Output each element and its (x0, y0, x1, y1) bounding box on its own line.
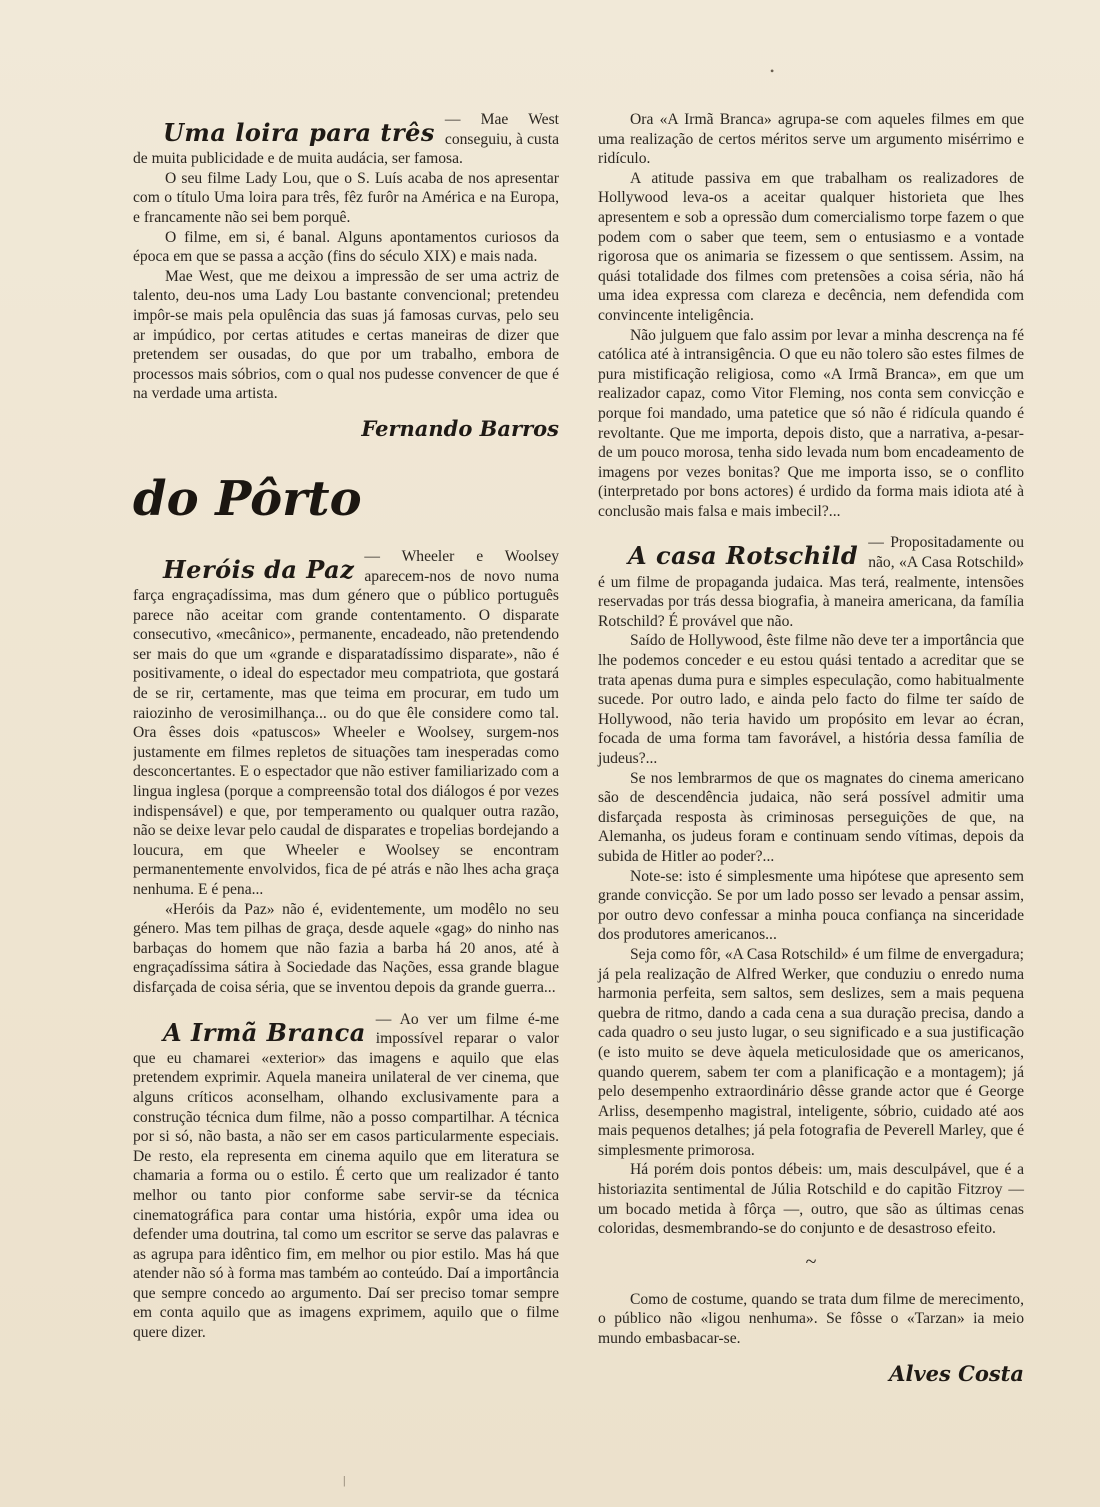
author-signature-alves-costa: Alves Costa (889, 1360, 1024, 1386)
paragraph: O seu filme Lady Lou, que o S. Luís acaba de nos apresentar com o título Uma loira para três, fêz furôr na América e na Europa, e francamente não sei bem porquê. (133, 169, 559, 226)
page-mark-bottom: | (343, 1473, 346, 1487)
paragraph: Note-se: isto é simplesmente uma hipótese que apresento sem grande convicção. Se por um lado posso ser levado a pensar assim, por outro devo confessar a minha pouca confiança na sinceridade dos produtores americanos... (598, 867, 1024, 944)
paragraph: Saído de Hollywood, êste filme não deve ter a importância que lhe podemos conceder e eu estou quási tentado a acreditar que se trata apenas duma pura e simples especulação, como habitualmente sucede. Por outro lado, e ainda pelo facto do filme ter saído de Hollywood, não teria havido um propósito em levar ao écran, focada de uma forma tam favorável, a história dessa família de judeus?... (598, 632, 1024, 767)
left-column (133, 110, 559, 1343)
paragraph: — Propositadamente ou não, «A Casa Rotschild» é um filme de propaganda judaica. Mas terá, realmente, intensões reservadas por trás dessa biografia, à maneira americana, da família Rotschild? É provável que não. (598, 534, 1024, 630)
paragraph: «Heróis da Paz» não é, evidentemente, um modêlo no seu género. Mas tem pilhas de graça, desde aquele «gag» do ninho nas barbaças do homem que não fazia a barba há 20 anos, até à engraçadíssima sátira à Sociedade das Nações, essa grande blague disfarçada de coisa séria, que se inventou depois da grande guerra... (133, 900, 559, 996)
author-signature-fernando-barros: Fernando Barros (361, 415, 559, 441)
paragraph: Mae West, que me deixou a impressão de ser uma actriz de talento, deu-nos uma Lady Lou bastante convencional; pretendeu impôr-se mais pela opulência das suas já famosas curvas, pelo seu ar impúdico, por certas atitudes e certas maneiras de dizer que pretendem ser ousadas, do que por um trabalho, embora de processos mais sóbrios, com o qual nos pudesse convencer de que é na verdade uma artista. (133, 267, 559, 403)
section-title-herois-da-paz: Heróis da Paz (163, 554, 355, 584)
paragraph: Há porém dois pontos débeis: um, mais desculpável, que é a historiazita sentimental de Júlia Rotschild e do capitão Fitzroy — um bocado metida à fôrça —, outro, que são as últimas cenas coloridas, desmembrando-se do conjunto e de desastroso efeito. (598, 1161, 1024, 1238)
section-title-a-irma-branca: A Irmã Branca (163, 1017, 366, 1047)
paragraph: Ora «A Irmã Branca» agrupa-se com aqueles filmes em que uma realização de certos méritos serve um argumento misérrimo e ridículo. (598, 111, 1024, 168)
review-herois-da-paz (133, 547, 559, 900)
right-column (598, 110, 1024, 1386)
review-a-casa-rotschild (598, 533, 1024, 631)
paragraph: O filme, em si, é banal. Alguns apontamentos curiosos da época em que se passa a acção (fins do século XIX) e mais nada. (133, 228, 559, 266)
paragraph: A atitude passiva em que trabalham os realizadores de Hollywood leva-os a aceitar qualquer historieta que lhes apresentem e sob a opressão dum comercialismo torpe fazem o que podem com o saber que teem, sem o entusiasmo e a vontade rigorosa que os animaria se fizessem o que sentissem. Assim, na quási totalidade dos filmes com pretensões a coisa séria, não há uma idea expressa com clareza e decência, nem defendida com convincente inteligência. (598, 169, 1024, 324)
page-heading-do-porto: do Pôrto (133, 470, 362, 527)
section-title-a-casa-rotschild: A casa Rotschild (628, 541, 859, 571)
paragraph: Como de costume, quando se trata dum filme de merecimento, o público não «ligou nenhuma». Se fôsse o «Tarzan» ia meio mundo embasbacar-se. (598, 1290, 1024, 1348)
section-title-uma-loira: Uma loira para três (163, 118, 435, 147)
paragraph: — Wheeler e Woolsey aparecem-nos de novo numa farça engraçadíssima, mas dum género que o público português parece não aceitar com grande contentamento. O disparate consecutivo, «mecânico», permanente, encadeado, não pretendendo ser mais do que um «grande e disparatadíssimo disparate», não é positivamente, o ideal do espectador meu compatriota, que gostará de se rir, certamente, mas que teima em procurar, em tudo um raiozinho de verosimilhança... ou do que êle considere como tal. Ora êsses dois «patuscos» Wheeler e Woolsey, surgem-nos justamente em filmes repletos de situações tam inesperadas como desconcertantes. E o espectador que não estiver familiarizado com a lingua inglesa (porque a compreensão total dos diálogos é por vezes indispensável) e que, por temperamento ou qualquer outra razão, não se deixe levar pelo caudal de disparates e tropelias bordejando a loucura, em que Wheeler e Woolsey se encontram permanentemente envolvidos, fica de pé atrás e não lhes acha graça nenhuma. E é pena... (133, 547, 559, 898)
flourish-ornament: ~ (805, 1250, 817, 1273)
paragraph: Seja como fôr, «A Casa Rotschild» é um filme de envergadura; já pela realização de Alfred Werker, que conduziu o enredo numa harmonia perfeita, sem saltos, sem deslizes, sem a mais pequena quebra de ritmo, dando a cada cena a sua duração precisa, dando a cada quadro o seu justo lugar, o seu significado e a sua justificação (e isto muito se deve àquela meticulosidade que os americanos, quando querem, sabem ter com a planificação e a montagem); já pelo desempenho extraordinário dêsse grande actor que é George Arliss, desempenho magistral, inteligente, sóbrio, cuidado até aos mais pequenos detalhes; já pela fotografia de Peverell Marley, que é simplesmente primorosa. (598, 945, 1024, 1159)
paragraph: — Mae West conseguiu, à custa de muita publicidade e de muita audácia, ser famosa. (133, 111, 559, 168)
paragraph: Não julguem que falo assim por levar a minha descrença na fé católica até à intransigência. O que eu não tolero são estes filmes de pura mistificação religiosa, como «A Irmã Branca», em que um realizador capaz, como Vitor Fleming, nos conta sem convicção e porque foi mandado, uma patetice que só não é ridícula quando é revoltante. Que me importa, depois disto, que a narrativa, a-pesar-de um pouco morosa, tenha sido levada num bom encadeamento de imagens por vezes bonitas? Que me importa isso, se o conflito (interpretado por bons actores) é urdido da forma mais idiota até à conclusão mais falsa e mais imbecil?... (598, 326, 1024, 520)
review-a-irma-branca (133, 1010, 559, 1343)
page-mark-top: • (770, 64, 775, 78)
paragraph: Se nos lembrarmos de que os magnates do cinema americano são de descendência judaica, não será possível admitir uma disfarçada resposta às criminosas perseguições de que, na Alemanha, os judeus foram e continuam sendo vítimas, depois da subida de Hitler ao poder?... (598, 769, 1024, 865)
paragraph: — Ao ver um filme é-me impossível reparar o valor que eu chamarei «exterior» das imagens e aquilo que elas pretendem exprimir. Aquela maneira unilateral de ver cinema, que alguns críticos aconselham, olhando exclusivamente para a construção técnica dum filme, não a posso compartilhar. A técnica por si só, não basta, a não ser em casos particularmente especiais. De resto, ela representa em cinema aquilo que em literatura se chamaria a forma ou o estilo. É certo que um realizador é tanto melhor ou tanto pior conforme sabe servir-se da técnica cinematográfica para contar uma história, expôr uma idea ou defender uma doutrina, tal como um escritor se serve das palavras e as agrupa para idêntico fim, em melhor ou pior estilo. Mas há que atender não só à forma mas também ao conteúdo. Daí a importância que sempre concedo ao argumento. Daí ser preciso tomar sempre em conta aquilo que as imagens exprimem, aquilo que o filme quere dizer. (133, 1010, 559, 1342)
review-uma-loira-para-tres (133, 110, 559, 169)
